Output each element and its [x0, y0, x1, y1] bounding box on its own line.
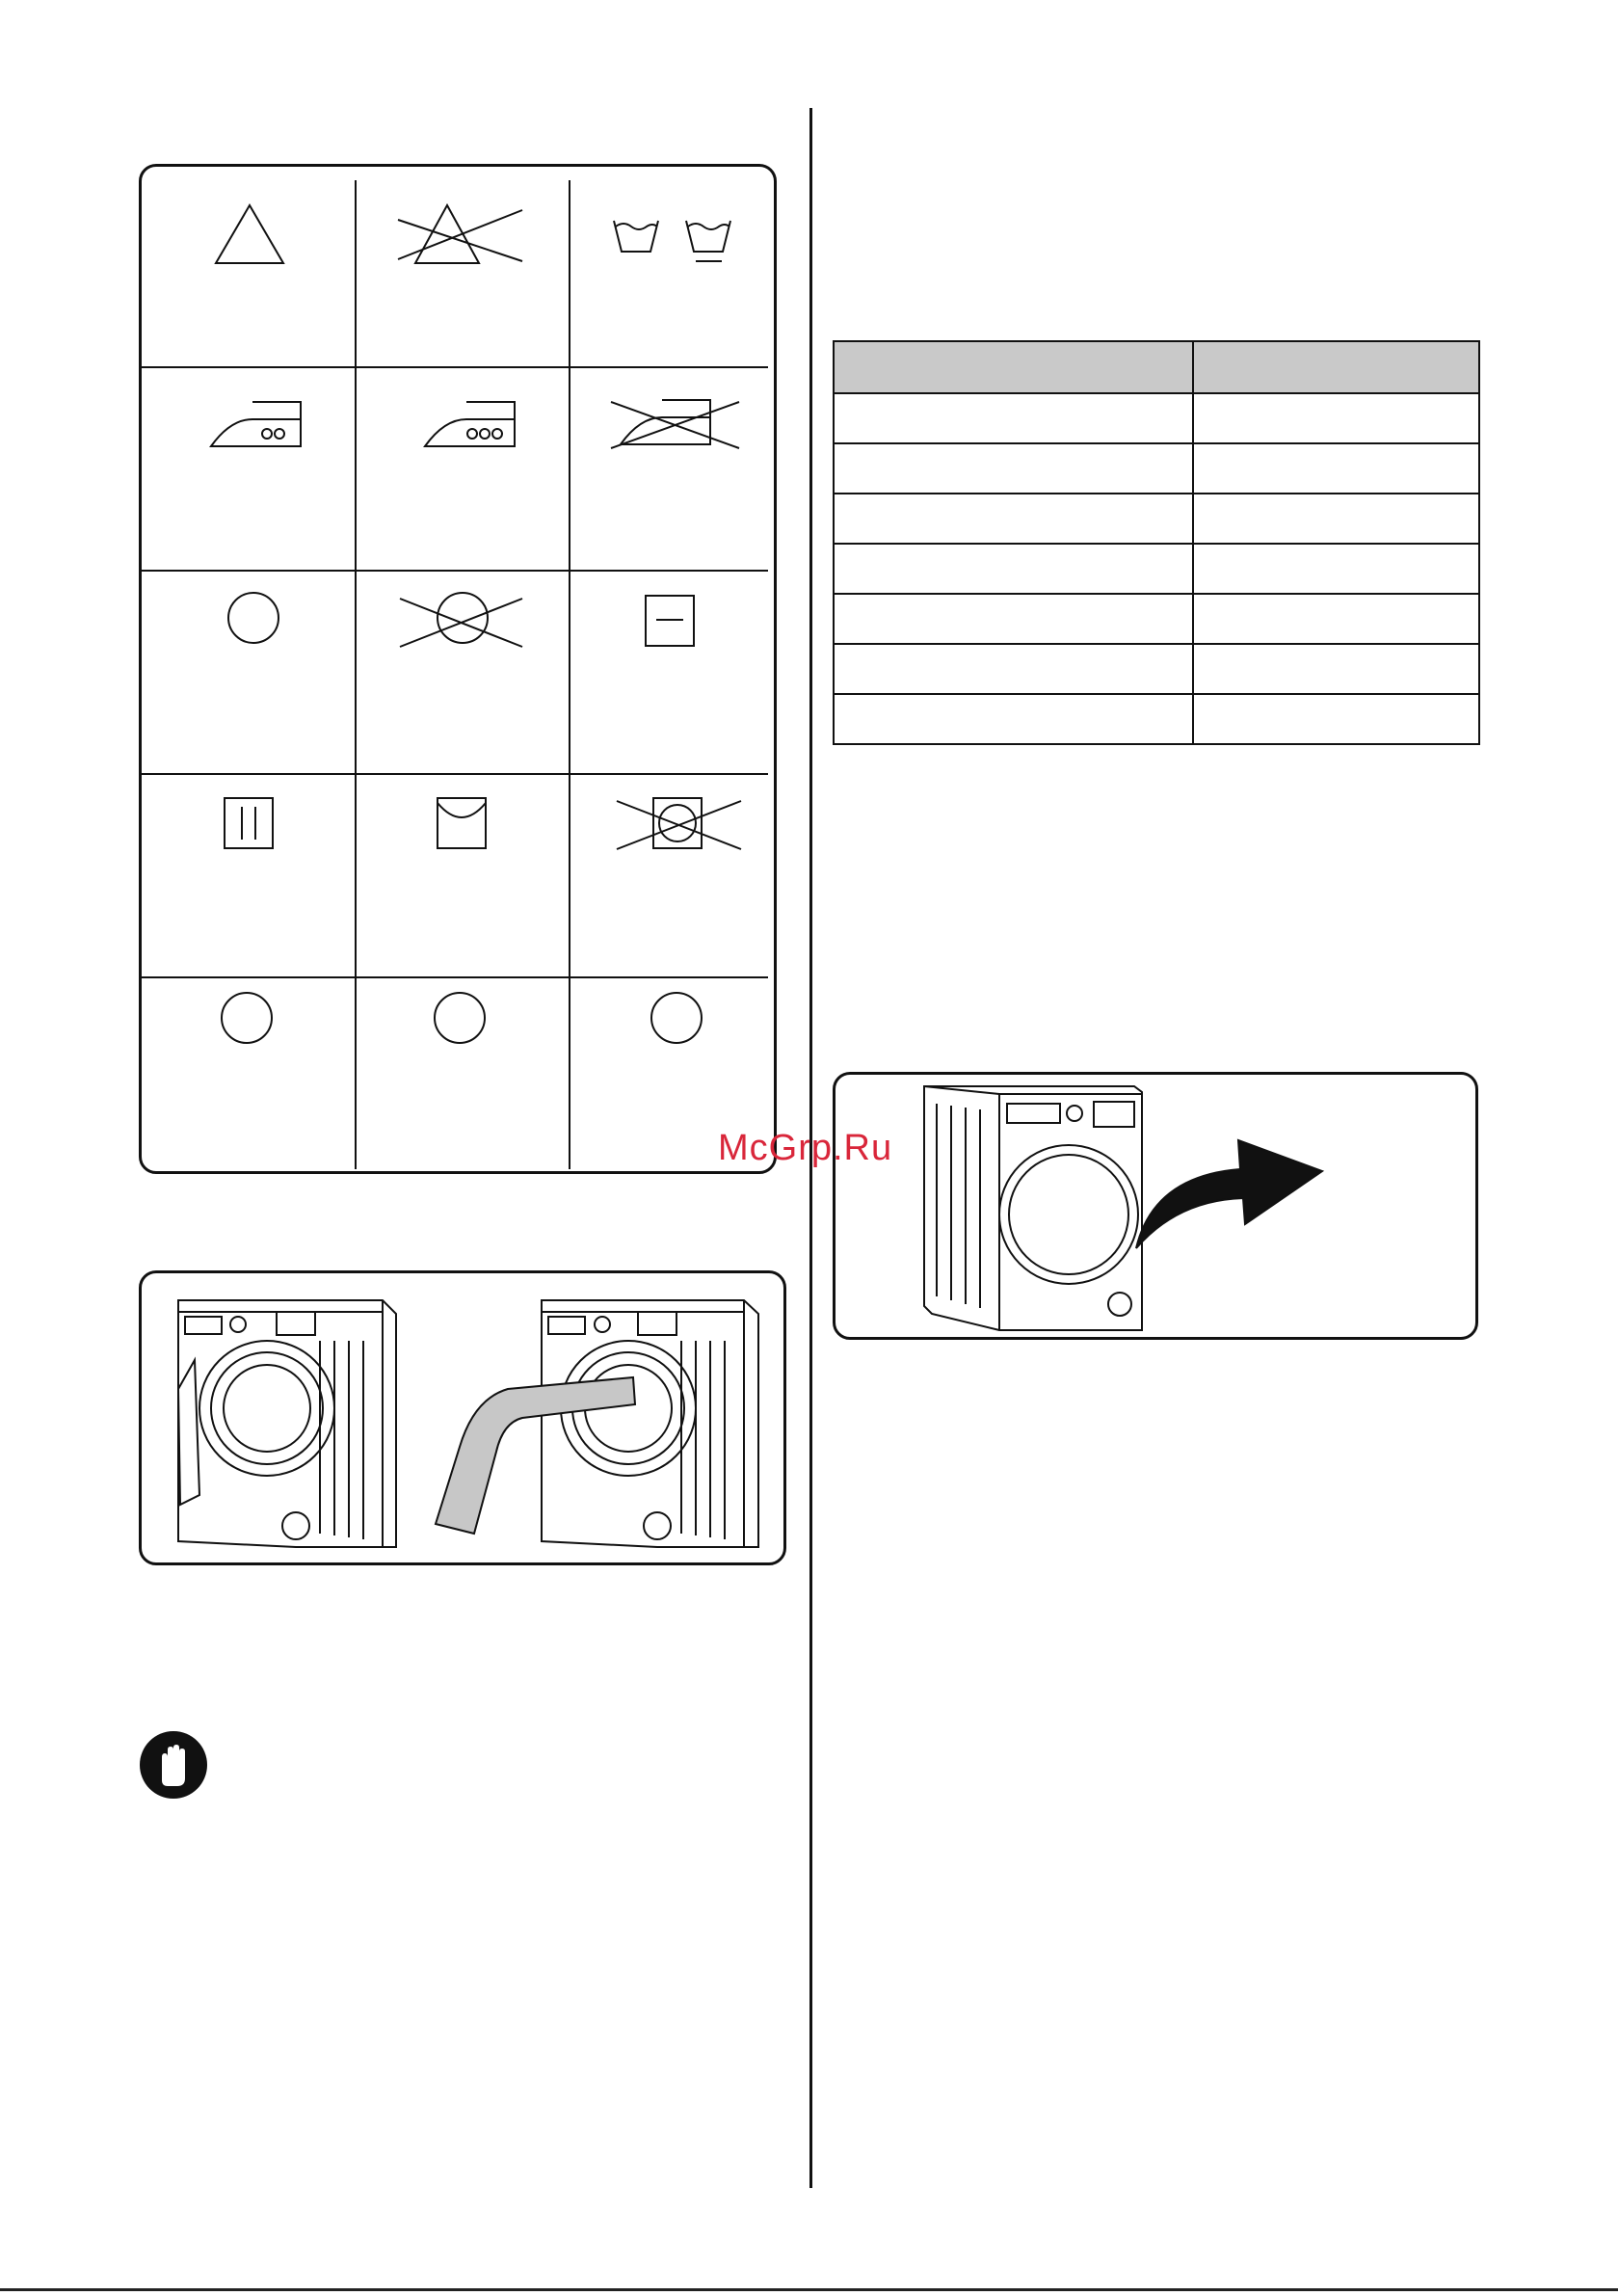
watermark: McGrp.Ru — [718, 1128, 893, 1168]
dry-clean-icon — [228, 593, 279, 643]
table-cell — [834, 494, 1193, 544]
washing-machine-move-illustration — [836, 1075, 1475, 1337]
wash-basin-icons — [614, 221, 730, 261]
washing-machine-cleaning-illustration — [142, 1273, 783, 1562]
cleaning-cloth-icon — [436, 1377, 635, 1534]
table-row — [834, 544, 1479, 594]
table-cell — [834, 694, 1193, 744]
care-symbols-panel — [139, 164, 777, 1174]
spec-table — [833, 340, 1480, 745]
table-cell — [1193, 393, 1479, 443]
table-cell — [834, 594, 1193, 644]
table-row — [834, 694, 1479, 744]
table-cell — [1193, 694, 1479, 744]
no-bleach-icon — [398, 205, 522, 263]
table-cell — [1193, 644, 1479, 694]
dry-clean-solvent-a-icon — [222, 993, 272, 1043]
table-row — [834, 443, 1479, 494]
cleaning-illustration-panel — [139, 1270, 786, 1565]
line-dry-icon — [438, 798, 486, 848]
table-row — [834, 494, 1479, 544]
iron-medium-icon — [211, 402, 301, 446]
table-cell — [1193, 594, 1479, 644]
table-row — [834, 393, 1479, 443]
no-iron-icon — [611, 400, 739, 448]
dry-clean-solvent-p-icon — [435, 993, 485, 1043]
bleach-allowed-icon — [216, 205, 283, 263]
iron-high-icon — [425, 402, 515, 446]
dry-flat-icon — [646, 596, 694, 646]
washing-machine-open-door-icon — [178, 1300, 396, 1547]
table-header-cell — [1193, 341, 1479, 393]
table-cell — [834, 644, 1193, 694]
dry-clean-solvent-f-icon — [651, 993, 702, 1043]
washing-machine-side-icon — [924, 1086, 1142, 1330]
table-cell — [834, 544, 1193, 594]
table-cell — [1193, 443, 1479, 494]
hand-stop-icon — [139, 1730, 208, 1800]
table-header-row — [834, 341, 1479, 393]
curved-arrow-icon — [1136, 1140, 1322, 1248]
table-header-cell — [834, 341, 1193, 393]
table-cell — [1193, 544, 1479, 594]
page-bottom-rule — [0, 2288, 1618, 2291]
table-cell — [834, 443, 1193, 494]
drip-dry-icon — [225, 798, 273, 848]
no-dry-clean-icon — [400, 593, 522, 647]
table-cell — [1193, 494, 1479, 544]
washing-machine-wipe-icon — [542, 1300, 758, 1547]
no-tumble-dry-icon — [617, 798, 741, 849]
table-cell — [834, 393, 1193, 443]
moving-machine-panel — [833, 1072, 1478, 1340]
table-row — [834, 594, 1479, 644]
care-symbols-grid — [142, 167, 774, 1171]
table-row — [834, 644, 1479, 694]
